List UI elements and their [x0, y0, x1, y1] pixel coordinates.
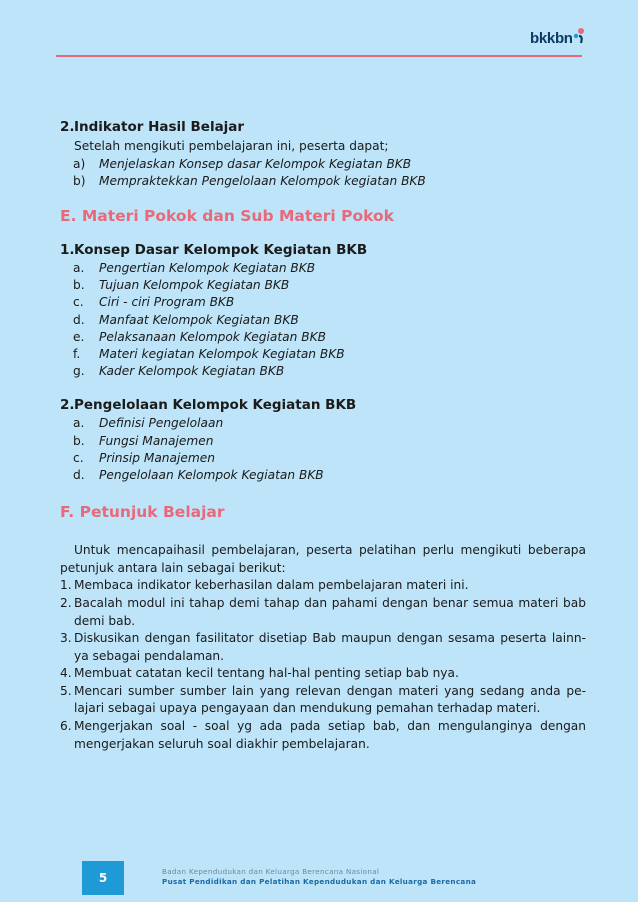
list-item: 4. Membuat catatan kecil tentang hal-hal penting setiap bab nya.	[60, 666, 459, 681]
page-number: 5	[82, 861, 124, 895]
list-item: 6. Mengerjakan soal - soal yg ada pada setiap bab, dan mengulanginya dengan mengerjakan seluruh soal diakhir pembelajaran.	[60, 719, 586, 751]
list-item: 3. Diskusikan dengan fasilitator disetiap Bab maupun dengan sesama peserta lainn-ya sebagai pendalaman.	[60, 631, 586, 663]
list-item: 2. Bacalah modul ini tahap demi tahap dan pahami dengan benar semua materi bab demi bab.	[60, 595, 586, 628]
indicator-intro: Setelah mengikuti pembelajaran ini, peserta dapat;	[74, 139, 389, 153]
bkkbn-logo: bkkbn	[530, 30, 573, 47]
learning-steps	[60, 577, 586, 753]
section-f-title: F. Petunjuk Belajar	[60, 503, 225, 522]
list-item: d. Pengelolaan Kelompok Kegiatan BKB	[73, 467, 324, 482]
list-item: f. Materi kegiatan Kelompok Kegiatan BKB	[73, 346, 345, 361]
list-item: 1. Membaca indikator keberhasilan dalam pembelajaran materi ini.	[60, 578, 469, 593]
header-divider	[56, 55, 582, 57]
footer-institution: Badan Kependudukan dan Keluarga Berencana Nasional	[162, 867, 380, 876]
list-item: b. Fungsi Manajemen	[73, 433, 214, 448]
concept-heading: 1. Konsep Dasar Kelompok Kegiatan BKB	[60, 241, 368, 258]
page-content	[60, 118, 586, 753]
list-item: b) Mempraktekkan Pengelolaan Kelompok kegiatan BKB	[73, 173, 426, 188]
list-item: d. Manfaat Kelompok Kegiatan BKB	[73, 312, 299, 327]
bkkbn-logo-icon	[568, 26, 588, 46]
list-item: b. Tujuan Kelompok Kegiatan BKB	[73, 278, 290, 293]
list-item: e. Pelaksanaan Kelompok Kegiatan BKB	[73, 329, 326, 344]
section-e-title: E. Materi Pokok dan Sub Materi Pokok	[60, 206, 394, 225]
management-list	[60, 415, 586, 484]
indicator-list	[60, 156, 586, 190]
list-item: a) Menjelaskan Konsep dasar Kelompok Kegiatan BKB	[73, 156, 412, 171]
footer-center: Pusat Pendidikan dan Pelatihan Kependudukan dan Keluarga Berencana	[162, 877, 477, 886]
management-heading: 2. Pengelolaan Kelompok Kegiatan BKB	[60, 397, 357, 414]
concept-list	[60, 260, 586, 380]
list-item: c. Prinsip Manajemen	[73, 450, 215, 465]
list-item: g. Kader Kelompok Kegiatan BKB	[73, 364, 285, 379]
list-item: a. Pengertian Kelompok Kegiatan BKB	[73, 260, 316, 275]
list-item: a. Definisi Pengelolaan	[73, 416, 224, 431]
list-item: c. Ciri - ciri Program BKB	[73, 295, 235, 310]
indicator-heading: 2. Indikator Hasil Belajar	[60, 119, 245, 135]
list-item: 5. Mencari sumber sumber lain yang relevan dengan materi yang sedang anda pe-lajari sebagai upaya pengayaan dan mendukung pemahan terhadap materi.	[60, 683, 586, 716]
learning-intro: Untuk mencapaihasil pembelajaran, peserta pelatihan perlu mengikuti beberapa petunjuk antara lain sebagai berikut:	[60, 543, 586, 575]
